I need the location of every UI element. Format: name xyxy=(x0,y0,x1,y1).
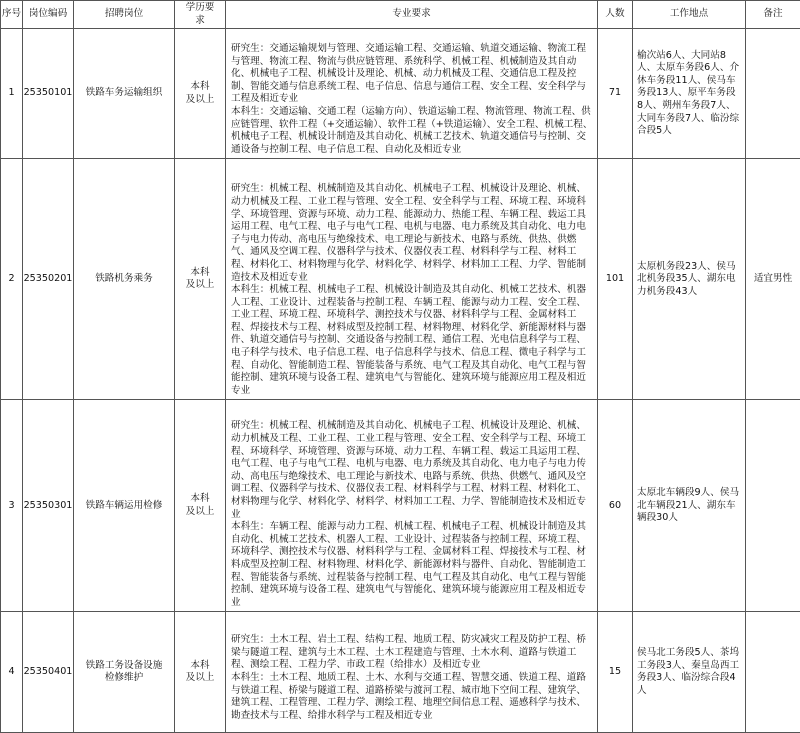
row-note xyxy=(746,29,800,159)
major-bachelor: 本科生：土木工程、地质工程、土木、水利与交通工程、智慧交通、铁道工程、道路与铁道工程、桥梁与隧道工程、道路桥梁与渡河工程、城市地下空间工程、建筑学、建筑工程、工程管理、工程力学、测绘工程、地理空间信息工程、遥感科学与技术、勘查技术与工程、给排水科学与工程及相近专业 xyxy=(231,672,594,722)
row-education: 本科 及以上 xyxy=(175,159,226,400)
header-note: 备注 xyxy=(746,1,800,29)
row-education: 本科 及以上 xyxy=(175,29,226,159)
header-position: 招聘岗位 xyxy=(74,1,175,29)
header-major: 专业要求 xyxy=(226,1,598,29)
row-location: 榆次站6人、大同站8人、太原车务段6人、介休车务段11人、侯马车务段13人、原平车务段8人、朔州车务段7人、大同车务段7人、临汾综合段5人 xyxy=(633,29,746,159)
header-location: 工作地点 xyxy=(633,1,746,29)
table-row xyxy=(1,29,800,159)
table-row xyxy=(1,159,800,400)
table-row xyxy=(1,400,800,612)
header-seq: 序号 xyxy=(1,1,23,29)
row-position: 铁路车辆运用检修 xyxy=(74,400,175,612)
row-seq: 2 xyxy=(1,159,23,400)
header-education: 学历要求 xyxy=(175,1,226,29)
row-seq: 4 xyxy=(1,612,23,733)
row-education: 本科 及以上 xyxy=(175,612,226,733)
row-code: 25350401 xyxy=(23,612,74,733)
row-location: 侯马北工务段5人、茶坞工务段3人、秦皇岛西工务段3人、临汾综合段4人 xyxy=(633,612,746,733)
row-major xyxy=(226,612,598,733)
major-research: 研究生：机械工程、机械制造及其自动化、机械电子工程、机械设计及理论、机械、动力机械及工程、工业工程、工业工程与管理、安全工程、安全科学与工程、环境工程、环境科学、环境管理、资源与环境、动力工程、车辆工程、载运工具运用工程、电气工程、电子与电气工程、电机与电器、电力系统及其自动化、电力电子与电力传动、高电压与绝缘技术、电工理论与新技术、电路与系统、供热、供燃气、通风及空调工程、仪器科学与技术、仪器仪表工程、材料科学与工程、材料工程、材料化工、材料物理与化学、材料化学、材料学、材料加工工程、力学、智能制造技术及相近专业 xyxy=(231,420,594,521)
major-bachelor: 本科生：机械工程、机械电子工程、机械设计制造及其自动化、机械工艺技术、机器人工程、工业设计、过程装备与控制工程、车辆工程、能源与动力工程、安全工程、工业工程、环境工程、环境科学、测控技术与仪器、材料科学与工程、金属材料工程、焊接技术与工程、材料成型及控制工程、材料物理、材料化学、新能源材料与器件、轨道交通信号与控制、交通设备与控制工程、通信工程、光电信息科学与工程、电子科学与技术、电子信息工程、电子信息科学与技术、信息工程、微电子科学与工程、自动化、智能制造工程、智能装备与系统、电气工程及其自动化、电气工程与智能控制、建筑环境与设备工程、建筑电气与智能化、建筑环境与能源应用工程及相近专业 xyxy=(231,284,594,397)
header-row xyxy=(1,1,800,29)
table-row xyxy=(1,612,800,733)
row-location: 太原北车辆段9人、侯马北车辆段21人、湖东车辆段30人 xyxy=(633,400,746,612)
row-note xyxy=(746,612,800,733)
major-research: 研究生：机械工程、机械制造及其自动化、机械电子工程、机械设计及理论、机械、动力机械及工程、工业工程与管理、安全工程、安全科学与工程、环境工程、环境科学、环境管理、资源与环境、动力工程、能源动力、热能工程、车辆工程、载运工具运用工程、电气工程、电子与电气工程、电机与电器、电力系统及其自动化、电力电子与电力传动、高电压与绝缘技术、电工理论与新技术、电路与系统、供热、供燃气、通风及空调工程、仪器科学与技术、仪器仪表工程、材料科学与工程、材料工程、材料化工、材料物理与化学、材料化学、材料学、材料加工工程、力学、智能制造技术及相近专业 xyxy=(231,183,594,284)
row-education: 本科 及以上 xyxy=(175,400,226,612)
row-position: 铁路车务运输组织 xyxy=(74,29,175,159)
row-seq: 1 xyxy=(1,29,23,159)
major-research: 研究生：土木工程、岩土工程、结构工程、地质工程、防灾减灾工程及防护工程、桥梁与隧道工程、建筑与土木工程、土木工程建造与管理、土木水利、道路与铁道工程、测绘工程、工程力学、市政工程（给排水）及相近专业 xyxy=(231,634,594,672)
row-count: 101 xyxy=(598,159,633,400)
row-count: 71 xyxy=(598,29,633,159)
row-count: 15 xyxy=(598,612,633,733)
row-code: 25350301 xyxy=(23,400,74,612)
row-seq: 3 xyxy=(1,400,23,612)
major-research: 研究生：交通运输规划与管理、交通运输工程、交通运输、轨道交通运输、物流工程与管理、物流工程、物流与供应链管理、系统科学、机械工程、机械制造及其自动化、机械电子工程、机械设计及理论、机械、动力机械及工程、交通信息工程及控制、智能交通与信息系统工程、电子信息、信息与通信工程、安全工程、安全科学与工程及相近专业 xyxy=(231,43,594,106)
row-major xyxy=(226,400,598,612)
row-count: 60 xyxy=(598,400,633,612)
row-position: 铁路工务设备设施 检修维护 xyxy=(74,612,175,733)
header-code: 岗位编码 xyxy=(23,1,74,29)
row-major xyxy=(226,29,598,159)
row-note xyxy=(746,400,800,612)
row-code: 25350101 xyxy=(23,29,74,159)
major-bachelor: 本科生：交通运输、交通工程（运输方向）、铁道运输工程、物流管理、物流工程、供应链管理、软件工程（+交通运输）、软件工程（+铁道运输）、安全工程、机械工程、机械电子工程、机械设计制造及其自动化、机械工艺技术、轨道交通信号与控制、交通设备与控制工程、电子信息工程、自动化及相近专业 xyxy=(231,106,594,156)
row-position: 铁路机务乘务 xyxy=(74,159,175,400)
row-code: 25350201 xyxy=(23,159,74,400)
row-location: 太原机务段23人、侯马北机务段35人、湖东电力机务段43人 xyxy=(633,159,746,400)
major-bachelor: 本科生：车辆工程、能源与动力工程、机械工程、机械电子工程、机械设计制造及其自动化、机械工艺技术、机器人工程、工业设计、过程装备与控制工程、环境工程、环境科学、测控技术与仪器、材料科学与工程、金属材料工程、焊接技术与工程、材料成型及控制工程、材料物理、材料化学、新能源材料与器件、自动化、智能制造工程、智能装备与系统、过程装备与控制工程、电气工程及其自动化、电气工程与智能控制、建筑环境与设备工程、建筑电气与智能化、建筑环境与能源应用工程及相近专业 xyxy=(231,521,594,609)
row-note: 适宜男性 xyxy=(746,159,800,400)
header-count: 人数 xyxy=(598,1,633,29)
row-major xyxy=(226,159,598,400)
